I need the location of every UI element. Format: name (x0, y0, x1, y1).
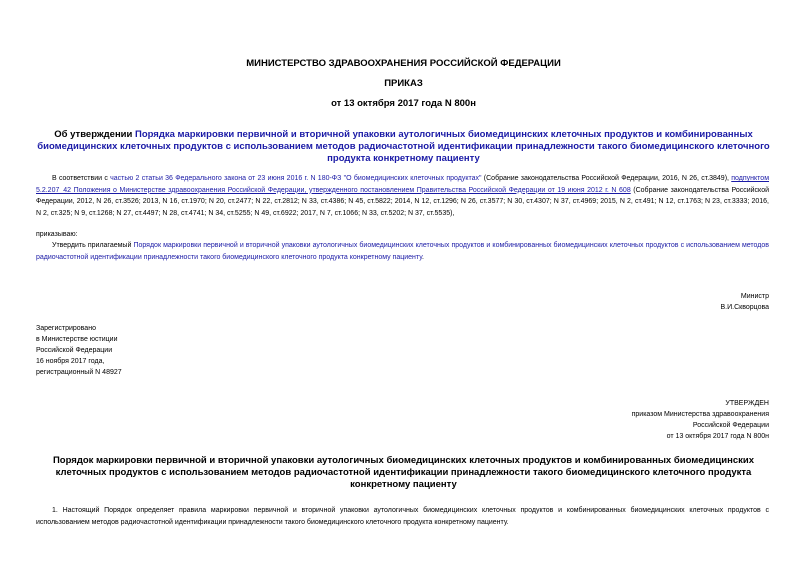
registration-line: в Министерстве юстиции (36, 336, 118, 343)
registration-line: регистрационный N 48927 (36, 369, 122, 376)
signer-position: Министр (740, 293, 769, 300)
registration-line: Зарегистрировано (36, 325, 96, 332)
ministry-regulation-link[interactable]: подпунктом 5.2.207_42 Положения о Министерстве здравоохранения Российской Федерации, утвержденного постановлением Правительства Российской Федерации от 19 июня 2012 г. N 608 (36, 175, 770, 194)
order-label: приказываю: (36, 231, 78, 238)
preamble-text-3: (Собрание законодательства Российской Федерации, 2012, N 26, ст.3526; 2013, N 16, ст.1970; N 20, ст.2477; N 22, ст.2812; N 33, ст.4386; N 45, ст.5822; 2014, N 12, ст.1296; N 26, ст.3577; N 30, ст.4307; N 37, ст.4969; 2015, N 2, ст.491; N 12, ст.1763; N 23, ст.3333; 2016, N 2, ст.325; N 9, ст.1268; N 27, ст.4497; N 28, ст.4741; N 34, ст.5255; N 49, ст.6922; 2017, N 7, ст.1066; N 33, ст.5202; N 37, ст.5535), (36, 186, 769, 217)
procedure-title: Порядок маркировки первичной и вторичной упаковки аутологичных биомедицинских клеточных продуктов и комбинированных биомедицинских клеточных продуктов с использованием методов радиочастотной идентификации принадлежности такого биомедицинского клеточного продукта конкретному пациенту (52, 455, 755, 490)
signature-block (721, 291, 770, 313)
approval-line: приказом Министерства здравоохранения (631, 411, 769, 418)
approval-block (632, 398, 769, 442)
preamble-paragraph (36, 173, 769, 219)
registration-line: Российской Федерации (36, 347, 113, 354)
preamble-text-2: (Собрание законодательства Российской Федерации, 2016, N 26, ст.3849), (481, 175, 732, 182)
order-title (36, 129, 771, 165)
approval-line: от 13 октября 2017 года N 800н (666, 433, 769, 440)
preamble-text-1: В соответствии с (52, 175, 111, 182)
procedure-item-1: 1. Настоящий Порядок определяет правила маркировки первичной и вторичной упаковки аутологичных биомедицинских клеточных продуктов и комбинированных биомедицинских клеточных продуктов с использованием методов радиочастотной идентификации принадлежности такого биомедицинского клеточного продукта конкретному пациенту. (36, 507, 769, 526)
order-text-2: . (422, 253, 424, 261)
order-title-prefix: Об утверждении (54, 129, 135, 140)
federal-law-link[interactable]: частью 2 статьи 36 Федерального закона от 23 июня 2016 г. N 180-ФЗ "О биомедицинских клеточных продуктах" (110, 175, 482, 182)
doc-date-heading: от 13 октября 2017 года N 800н (331, 98, 476, 109)
order-text-1: Утвердить прилагаемый (52, 242, 134, 249)
signer-name: В.И.Скворцова (720, 304, 769, 311)
registration-line: 16 ноября 2017 года, (36, 358, 105, 365)
procedure-link-title[interactable]: Порядка маркировки первичной и вторичной упаковки аутологичных биомедицинских клеточных продуктов и комбинированных биомедицинских клеточных продуктов с использованием методов радиочастотной идентификации принадлежности такого биомедицинского клеточного продукта конкретному пациенту (37, 129, 770, 164)
ministry-heading: МИНИСТЕРСТВО ЗДРАВООХРАНЕНИЯ РОССИЙСКОЙ ФЕДЕРАЦИИ (246, 58, 561, 69)
order-paragraph (36, 240, 769, 263)
doc-type-heading: ПРИКАЗ (384, 78, 423, 89)
approval-line: УТВЕРЖДЕН (725, 400, 769, 407)
procedure-link-order[interactable]: Порядок маркировки первичной и вторичной упаковки аутологичных биомедицинских клеточных продуктов и комбинированных биомедицинских клеточных продуктов с использованием методов радиочастотной идентификации принадлежности такого биомедицинского клеточного продукта конкретному пациенту (36, 242, 769, 261)
approval-line: Российской Федерации (692, 422, 769, 429)
registration-block (36, 323, 122, 378)
